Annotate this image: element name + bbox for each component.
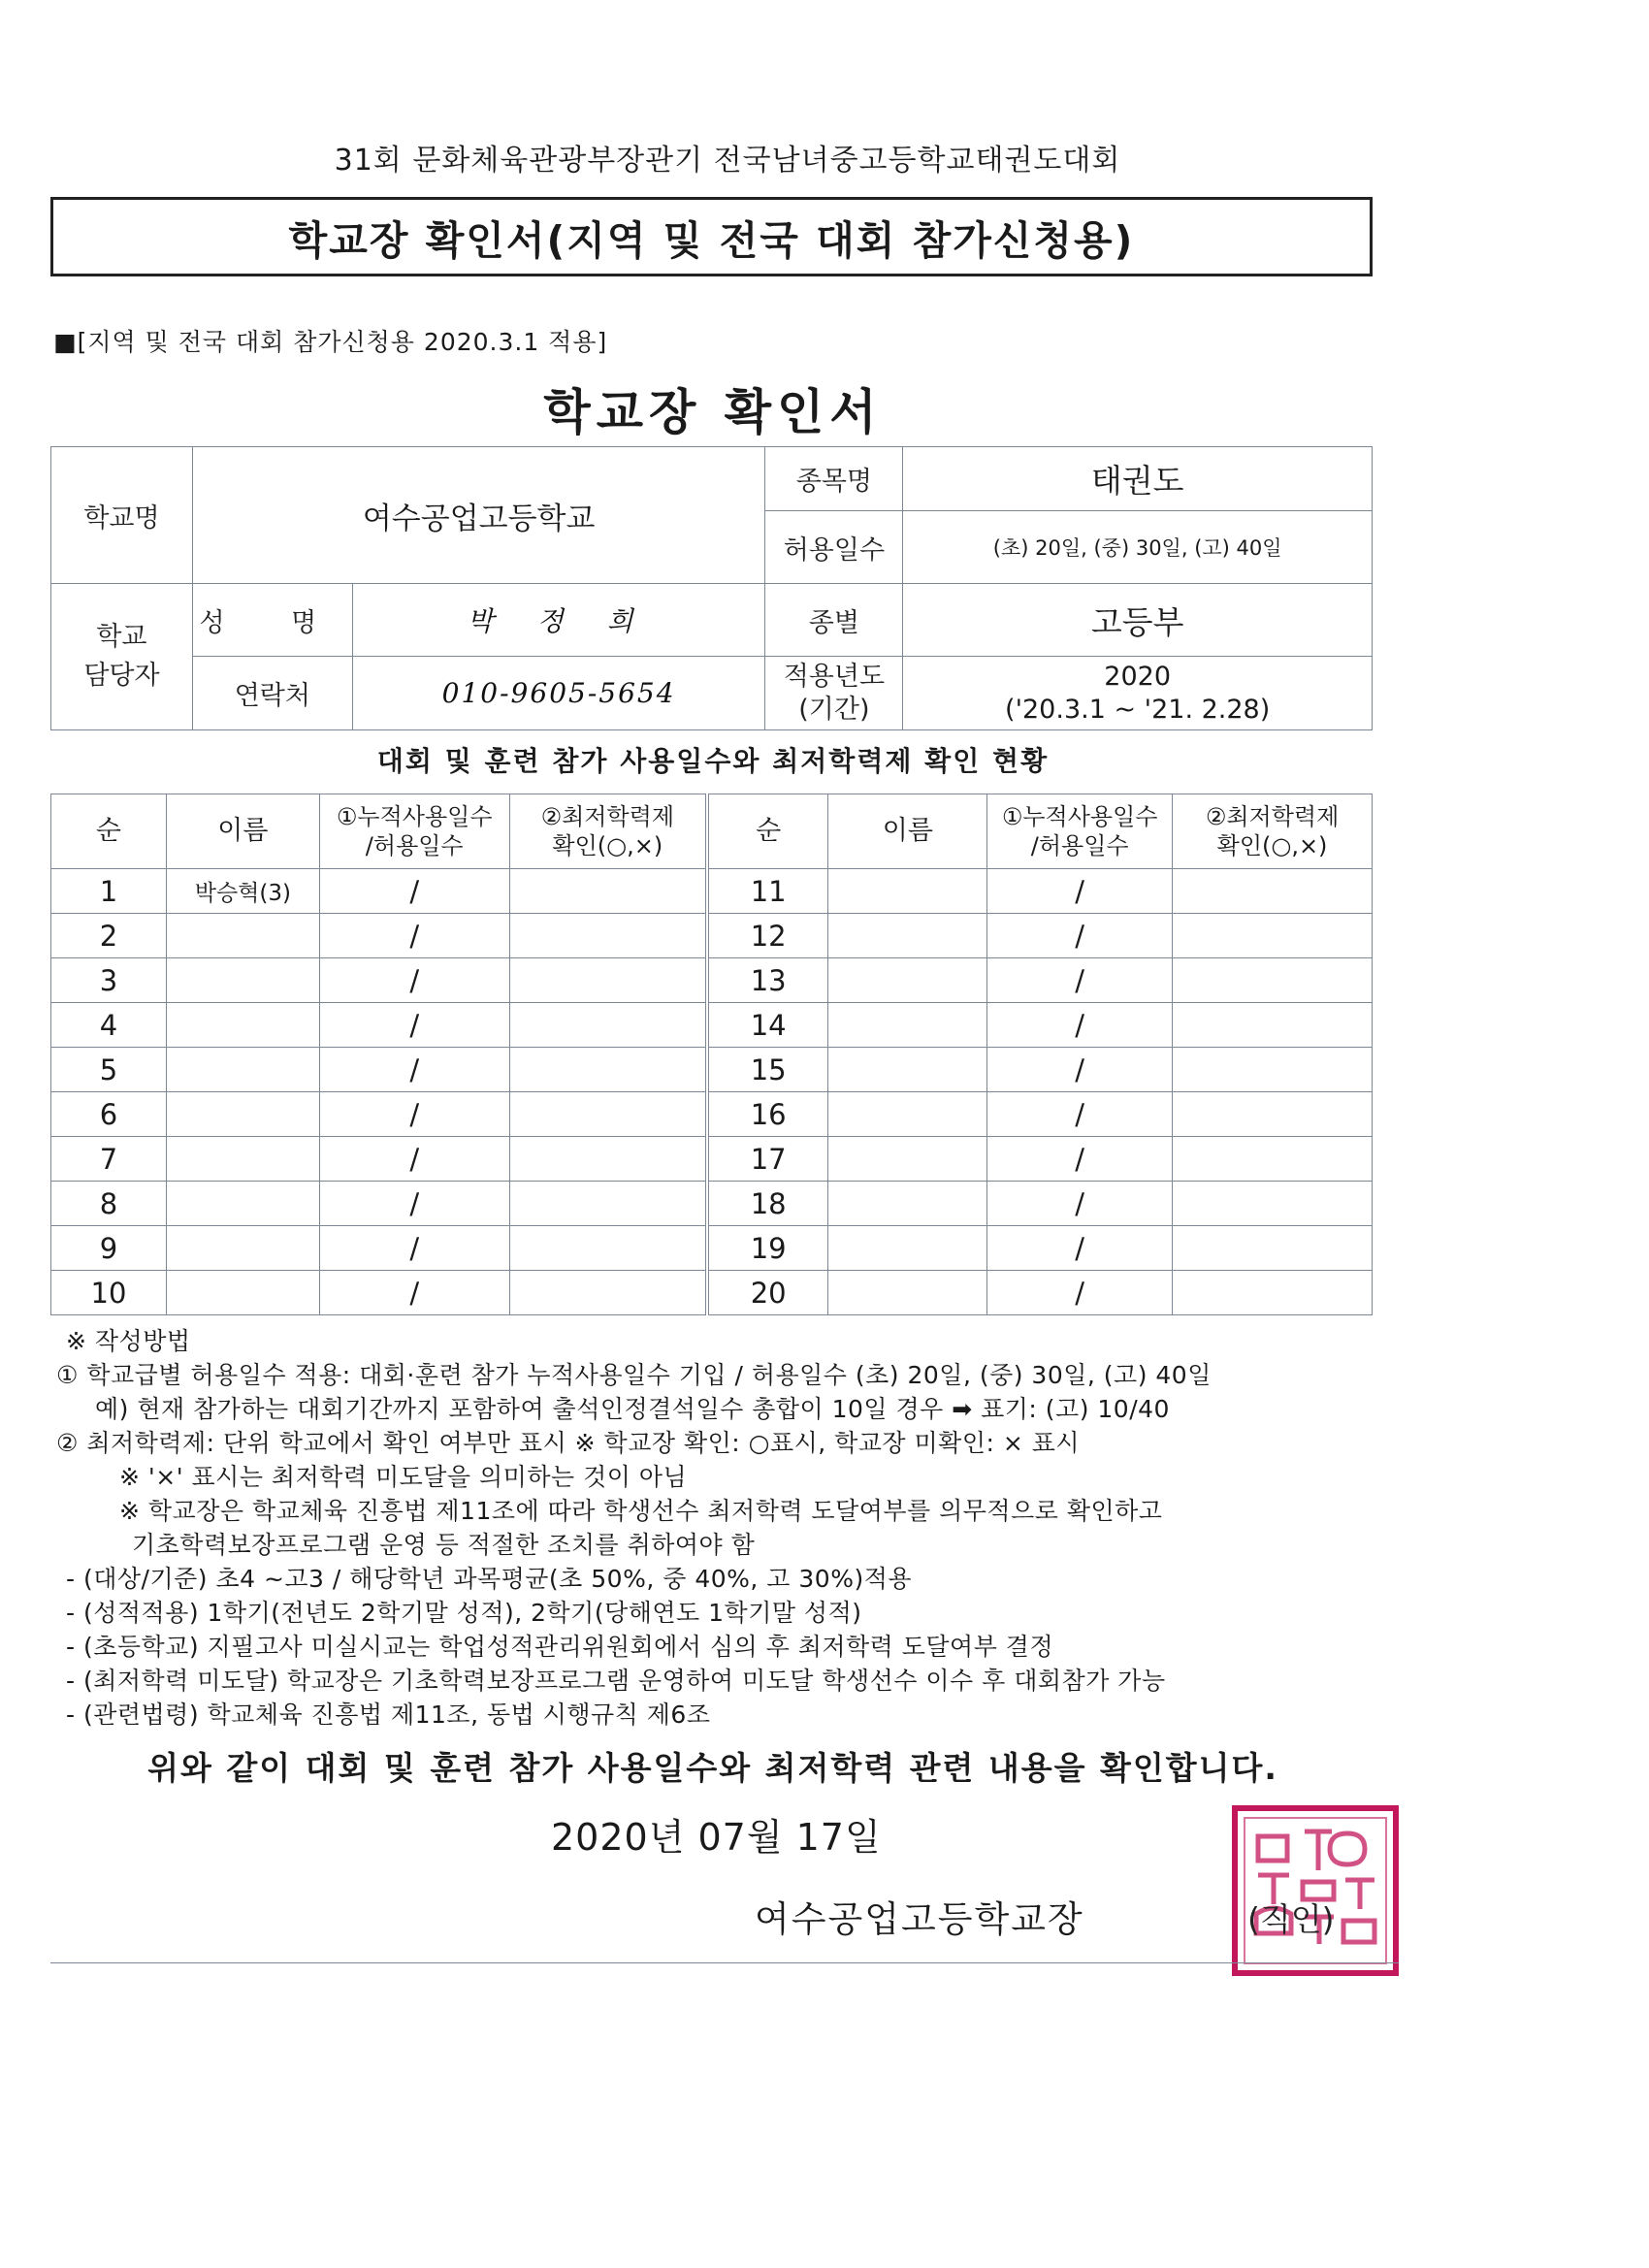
col-academic-right: ②최저학력제 확인(○,×) [1173, 794, 1373, 869]
roster-cell-no: 20 [707, 1271, 828, 1315]
roster-cell-academic [1173, 1092, 1373, 1137]
contact-handwritten: 010-9605-5654 [352, 657, 765, 730]
roster-cell-no: 1 [51, 869, 167, 914]
table-row [51, 1137, 1373, 1182]
writing-method [56, 1324, 1395, 1732]
roster-cell-days: / [319, 1003, 509, 1048]
method-item-1: ① 학교급별 허용일수 적용: 대회·훈련 참가 누적사용일수 기입 / 허용일수 (초) 20일, (중) 30일, (고) 40일 [56, 1361, 1212, 1389]
roster-cell-name: 박승혁(3) [166, 869, 319, 914]
roster-cell-name [828, 869, 987, 914]
roster-cell-no: 12 [707, 914, 828, 958]
roster-cell-days: / [987, 869, 1173, 914]
col-no-left: 순 [51, 794, 167, 869]
contact-label: 연락처 [192, 657, 352, 730]
roster-table [50, 794, 1373, 1315]
roster-cell-days: / [987, 1003, 1173, 1048]
col-no-right: 순 [707, 794, 828, 869]
col-name-left: 이름 [166, 794, 319, 869]
year-value: 2020 ('20.3.1 ~ '21. 2.28) [903, 657, 1373, 730]
event-title: 31회 문화체육관광부장관기 전국남녀중고등학교태권도대회 [334, 144, 1121, 178]
roster-cell-no: 5 [51, 1048, 167, 1092]
roster-cell-name [828, 958, 987, 1003]
roster-cell-name [166, 1182, 319, 1226]
col-days-right: ①누적사용일수 /허용일수 [987, 794, 1173, 869]
roster-cell-academic [1173, 1226, 1373, 1271]
table-row [51, 1092, 1373, 1137]
roster-cell-no: 17 [707, 1137, 828, 1182]
division-label: 종별 [765, 584, 903, 657]
roster-cell-days: / [987, 1182, 1173, 1226]
roster-cell-days: / [987, 914, 1173, 958]
roster-cell-academic [509, 1182, 707, 1226]
method-item-2-note-2: ※ 학교장은 학교체육 진흥법 제11조에 따라 학생선수 최저학력 도달여부를 의무적으로 확인하고 [119, 1497, 1163, 1525]
roster-cell-name [828, 1182, 987, 1226]
roster-cell-days: / [319, 869, 509, 914]
table-row [51, 1271, 1373, 1315]
method-dash-2: - (성적적용) 1학기(전년도 2학기말 성적), 2학기(당해연도 1학기말 성적) [66, 1599, 862, 1627]
roster-cell-days: / [987, 1226, 1173, 1271]
roster-cell-academic [1173, 1182, 1373, 1226]
roster-cell-days: / [987, 1092, 1173, 1137]
roster-cell-academic [1173, 958, 1373, 1003]
bottom-divider [50, 1962, 1399, 1963]
table-row [51, 914, 1373, 958]
roster-cell-no: 9 [51, 1226, 167, 1271]
roster-cell-no: 16 [707, 1092, 828, 1137]
roster-cell-name [166, 1137, 319, 1182]
roster-cell-name [166, 1226, 319, 1271]
roster-cell-academic [1173, 914, 1373, 958]
method-item-2: ② 최저학력제: 단위 학교에서 확인 여부만 표시 ※ 학교장 확인: ○표시, 학교장 미확인: × 표시 [56, 1429, 1081, 1457]
roster-cell-name [828, 1226, 987, 1271]
division-value: 고등부 [903, 584, 1373, 657]
roster-cell-name [828, 1048, 987, 1092]
principal-title: 여수공업고등학교장 [755, 1898, 1084, 1940]
roster-cell-days: / [987, 1271, 1173, 1315]
table-row [51, 1226, 1373, 1271]
table-row [51, 869, 1373, 914]
roster-cell-days: / [987, 1048, 1173, 1092]
school-name-value: 여수공업고등학교 [192, 447, 765, 584]
method-item-1-example: 예) 현재 참가하는 대회기간까지 포함하여 출석인정결석일수 총합이 10일 경우 ➡ 표기: (고) 10/40 [95, 1395, 1170, 1423]
roster-body [51, 869, 1373, 1315]
roster-cell-no: 2 [51, 914, 167, 958]
roster-cell-academic [509, 914, 707, 958]
roster-cell-academic [509, 1092, 707, 1137]
roster-cell-days: / [319, 958, 509, 1003]
check-caption: 대회 및 훈련 참가 사용일수와 최저학력제 확인 현황 [376, 745, 1050, 777]
sport-label: 종목명 [765, 447, 903, 511]
roster-cell-academic [509, 1271, 707, 1315]
col-name-right: 이름 [828, 794, 987, 869]
roster-cell-no: 13 [707, 958, 828, 1003]
roster-cell-name [828, 914, 987, 958]
method-dash-1: - (대상/기준) 초4 ~고3 / 해당학년 과목평균(초 50%, 중 40%, 고 30%)적용 [66, 1565, 912, 1593]
roster-cell-name [166, 914, 319, 958]
roster-cell-name [828, 1271, 987, 1315]
roster-cell-academic [1173, 1271, 1373, 1315]
roster-cell-academic [1173, 1137, 1373, 1182]
roster-cell-academic [1173, 869, 1373, 914]
roster-cell-days: / [319, 1226, 509, 1271]
roster-cell-name [166, 1003, 319, 1048]
manager-label: 학교 담당자 [51, 584, 193, 730]
roster-cell-academic [509, 958, 707, 1003]
roster-cell-name [166, 1092, 319, 1137]
roster-cell-days: / [987, 958, 1173, 1003]
roster-cell-name [166, 1271, 319, 1315]
roster-cell-days: / [319, 1048, 509, 1092]
roster-cell-no: 11 [707, 869, 828, 914]
manager-name-handwritten: 박 정 희 [352, 584, 765, 657]
name-label: 성 명 [192, 584, 352, 657]
roster-cell-days: / [319, 1137, 509, 1182]
roster-cell-academic [1173, 1048, 1373, 1092]
document-title: 학교장 확인서 [543, 384, 883, 440]
allowed-days-label: 허용일수 [765, 511, 903, 584]
issue-date: 2020년 07월 17일 [551, 1816, 882, 1859]
table-row [51, 958, 1373, 1003]
roster-cell-name [166, 1048, 319, 1092]
table-row [51, 1003, 1373, 1048]
year-label: 적용년도 (기간) [765, 657, 903, 730]
roster-cell-academic [509, 869, 707, 914]
roster-cell-days: / [319, 1271, 509, 1315]
confirmation-statement: 위와 같이 대회 및 훈련 참가 사용일수와 최저학력 관련 내용을 확인합니다. [147, 1749, 1278, 1787]
roster-cell-academic [509, 1226, 707, 1271]
roster-cell-name [828, 1137, 987, 1182]
roster-cell-academic [509, 1048, 707, 1092]
roster-cell-name [828, 1003, 987, 1048]
roster-cell-name [166, 958, 319, 1003]
allowed-days-value: (초) 20일, (중) 30일, (고) 40일 [903, 511, 1373, 584]
roster-cell-no: 15 [707, 1048, 828, 1092]
roster-cell-no: 19 [707, 1226, 828, 1271]
method-dash-5: - (관련법령) 학교체육 진흥법 제11조, 동법 시행규칙 제6조 [66, 1701, 711, 1729]
roster-cell-no: 10 [51, 1271, 167, 1315]
roster-cell-name [828, 1092, 987, 1137]
table-row [51, 1048, 1373, 1092]
roster-cell-academic [1173, 1003, 1373, 1048]
method-item-2-note-1: ※ '×' 표시는 최저학력 미도달을 의미하는 것이 아님 [119, 1463, 688, 1491]
school-name-label: 학교명 [51, 447, 193, 584]
info-table [50, 446, 1373, 730]
roster-cell-days: / [319, 1182, 509, 1226]
method-dash-3: - (초등학교) 지필고사 미실시교는 학업성적관리위원회에서 심의 후 최저학력 도달여부 결정 [66, 1633, 1054, 1661]
roster-cell-days: / [987, 1137, 1173, 1182]
method-heading: ※ 작성방법 [66, 1327, 191, 1355]
roster-cell-no: 8 [51, 1182, 167, 1226]
roster-cell-no: 18 [707, 1182, 828, 1226]
roster-cell-no: 7 [51, 1137, 167, 1182]
roster-cell-no: 3 [51, 958, 167, 1003]
boxed-title: 학교장 확인서(지역 및 전국 대회 참가신청용) [50, 197, 1373, 276]
roster-cell-no: 4 [51, 1003, 167, 1048]
roster-cell-no: 14 [707, 1003, 828, 1048]
roster-cell-days: / [319, 914, 509, 958]
table-row [51, 1182, 1373, 1226]
note-line: ■[지역 및 전국 대회 참가신청용 2020.3.1 적용] [53, 328, 608, 356]
col-days-left: ①누적사용일수 /허용일수 [319, 794, 509, 869]
roster-cell-no: 6 [51, 1092, 167, 1137]
seal-label: (직인) [1247, 1900, 1335, 1938]
roster-cell-days: / [319, 1092, 509, 1137]
sport-value: 태권도 [903, 447, 1373, 511]
roster-cell-academic [509, 1137, 707, 1182]
official-seal-stamp [1229, 1802, 1402, 1979]
method-dash-4: - (최저학력 미도달) 학교장은 기초학력보장프로그램 운영하여 미도달 학생선수 이수 후 대회참가 가능 [66, 1667, 1166, 1695]
method-item-2-note-3: 기초학력보장프로그램 운영 등 적절한 조치를 취하여야 함 [132, 1531, 756, 1559]
roster-cell-academic [509, 1003, 707, 1048]
col-academic-left: ②최저학력제 확인(○,×) [509, 794, 707, 869]
